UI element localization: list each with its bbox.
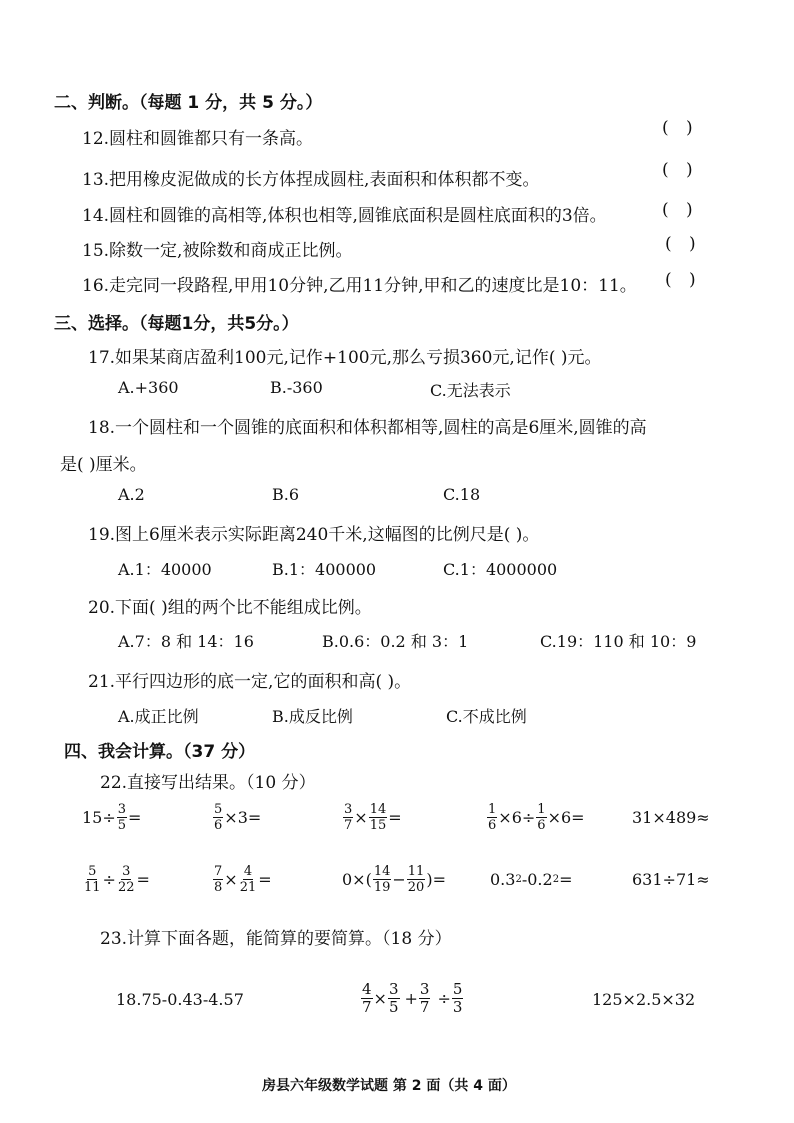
- question-14: 14.圆柱和圆锥的高相等,体积也相等,圆锥底面积是圆柱底面积的3倍。: [82, 206, 607, 226]
- calc-22-r2-e2: $\frac{7}{8}$ × $\frac{4}{21}$ =: [214, 863, 272, 895]
- section-4-title: 四、我会计算。（37 分）: [64, 742, 256, 762]
- option-17-a[interactable]: A.+360: [118, 378, 179, 397]
- option-17-c[interactable]: C.无法表示: [430, 381, 511, 400]
- section-3-title: 三、选择。（每题1分，共5分。）: [54, 314, 299, 334]
- question-22-title: 22.直接写出结果。（10 分）: [100, 773, 316, 793]
- calc-22-r2-e4: 0.3 2 -0.2 2 =: [490, 869, 573, 889]
- calc-23-e2: $\frac{4}{7}$ × $\frac{3}{5}$ + $\frac{3}{7}$ ÷ $\frac{5}{3}$: [362, 979, 463, 1016]
- calc-23-e3: 125×2.5×32: [592, 989, 696, 1009]
- question-12: 12.圆柱和圆锥都只有一条高。: [82, 129, 314, 149]
- question-17: 17.如果某商店盈利100元,记作+100元,那么亏损360元,记作( )元。: [88, 348, 602, 368]
- option-18-c[interactable]: C.18: [443, 485, 481, 504]
- question-16: 16.走完同一段路程,甲用10分钟,乙用11分钟,甲和乙的速度比是10：11。: [82, 276, 637, 296]
- option-21-b[interactable]: B.成反比例: [272, 707, 353, 726]
- answer-paren-15[interactable]: ( ): [665, 234, 702, 254]
- option-19-a[interactable]: A.1：40000: [118, 560, 212, 579]
- question-18-line2: 是( )厘米。: [60, 455, 147, 475]
- option-19-c[interactable]: C.1：4000000: [443, 560, 558, 579]
- calc-22-r1-e5: 31×489≈: [632, 807, 710, 827]
- answer-paren-16[interactable]: ( ): [665, 270, 702, 290]
- option-18-b[interactable]: B.6: [272, 485, 300, 504]
- section-2-title: 二、判断。（每题 1 分，共 5 分。）: [54, 93, 323, 113]
- option-20-b[interactable]: B.0.6：0.2 和 3：1: [322, 632, 469, 651]
- calc-22-r1-e2: $\frac{5}{6}$ ×3=: [214, 801, 262, 833]
- option-21-a[interactable]: A.成正比例: [118, 707, 199, 726]
- question-18-line1: 18.一个圆柱和一个圆锥的底面积和体积都相等,圆柱的高是6厘米,圆锥的高: [88, 418, 647, 438]
- page-footer: 房县六年级数学试题 第 2 面（共 4 面）: [262, 1078, 516, 1094]
- calc-22-r1-e1: 15÷ $\frac{3}{5}$ =: [82, 801, 142, 833]
- option-18-a[interactable]: A.2: [118, 485, 145, 504]
- option-21-c[interactable]: C.不成比例: [446, 707, 527, 726]
- question-20: 20.下面( )组的两个比不能组成比例。: [88, 598, 372, 618]
- calc-22-r2-e3: 0×( $\frac{14}{19}$ − $\frac{11}{20}$ )=: [342, 863, 446, 895]
- question-21: 21.平行四边形的底一定,它的面积和高( )。: [88, 672, 412, 692]
- option-17-b[interactable]: B.-360: [270, 378, 323, 397]
- calc-22-r2-e5: 631÷71≈: [632, 869, 710, 889]
- answer-paren-12[interactable]: ( ): [662, 118, 699, 138]
- calc-23-e1: 18.75-0.43-4.57: [116, 989, 244, 1009]
- calc-22-r1-e3: $\frac{3}{7}$ × $\frac{14}{15}$ =: [344, 801, 402, 833]
- question-15: 15.除数一定,被除数和商成正比例。: [82, 241, 353, 261]
- answer-paren-13[interactable]: ( ): [662, 160, 699, 180]
- calc-22-r1-e4: $\frac{1}{6}$ ×6÷ $\frac{1}{6}$ ×6=: [488, 801, 585, 833]
- question-13: 13.把用橡皮泥做成的长方体捏成圆柱,表面积和体积都不变。: [82, 170, 540, 190]
- option-20-c[interactable]: C.19：110 和 10：9: [540, 632, 697, 651]
- option-20-a[interactable]: A.7：8 和 14：16: [118, 632, 254, 651]
- answer-paren-14[interactable]: ( ): [662, 200, 699, 220]
- calc-22-r2-e1: $\frac{5}{11}$ ÷ $\frac{3}{22}$ =: [84, 863, 150, 895]
- option-19-b[interactable]: B.1：400000: [272, 560, 377, 579]
- question-19: 19.图上6厘米表示实际距离240千米,这幅图的比例尺是( )。: [88, 525, 540, 545]
- question-23-title: 23.计算下面各题，能简算的要简算。（18 分）: [100, 929, 452, 949]
